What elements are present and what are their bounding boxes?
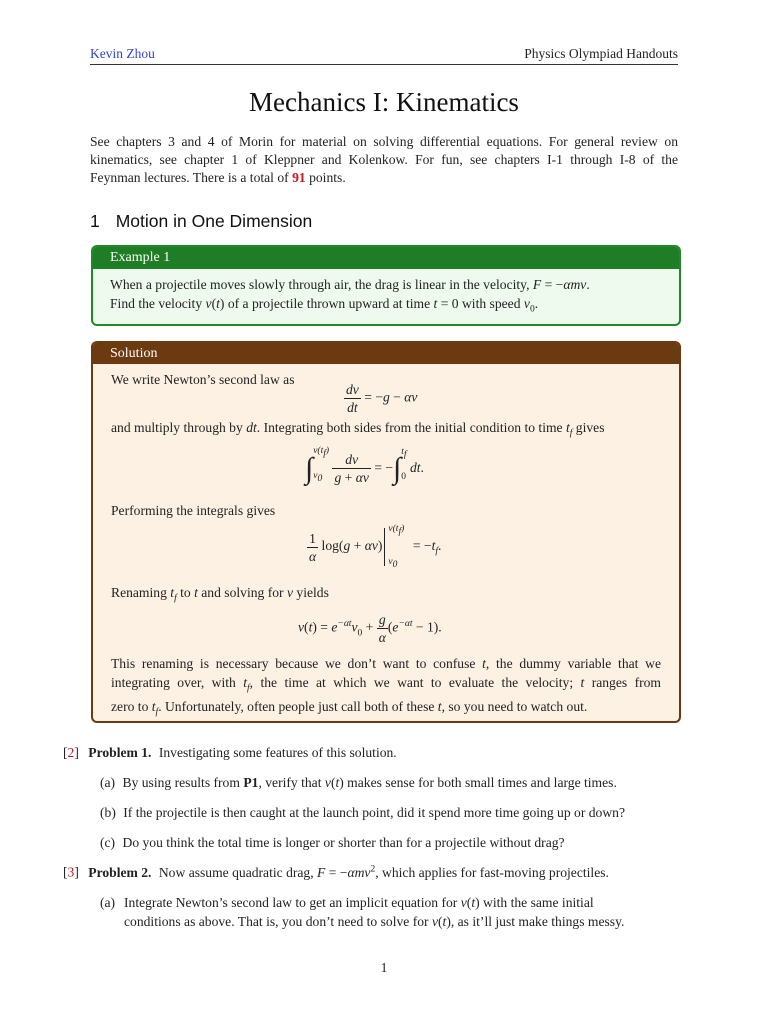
problem-label: Problem 1. xyxy=(88,745,152,760)
example-label: Example 1 xyxy=(93,247,679,269)
solution-text: and multiply through by dt. Integrating both sides from the initial condition to time $t_f$ gives xyxy=(111,420,605,439)
problem-label: Problem 2. xyxy=(88,864,152,880)
part-text: Do you think the total time is longer or shorter than for a projectile without drag? xyxy=(122,835,565,850)
intro-text: Feynman lectures. There is a total of xyxy=(90,170,293,186)
solution-text: Renaming $t_f$ to t and solving for v yields xyxy=(111,585,329,604)
problem-points: [3] xyxy=(63,864,79,880)
example-box xyxy=(91,245,681,326)
equation-velocity: $v(t) = e^{-\alpha t}v_0$ + $\frac{g}{\alpha}$ $(e^{-\alpha t} - 1)$. xyxy=(298,612,442,645)
course-title: Physics Olympiad Handouts xyxy=(524,46,678,61)
solution-text: We write Newton’s second law as xyxy=(111,372,295,387)
example-line: When a projectile moves slowly through air, the drag is linear in the velocity, F = −αmv. xyxy=(110,277,590,292)
part-tag: (a) xyxy=(100,895,116,910)
part-tag: (b) xyxy=(100,805,116,820)
section-title: Motion in One Dimension xyxy=(115,211,313,231)
equation-integral: ∫ $v(t_f)$ $v_0$ $\frac{dv}{g + \alpha v}$ = −∫ $t_f$ 0 dt. xyxy=(305,446,424,486)
intro-text: points. xyxy=(305,170,346,186)
example-body xyxy=(93,269,679,320)
problem-2: [3] Problem 2. Now assume quadratic drag, F = −αmv$^2$, which applies for fast-moving projectiles. xyxy=(63,864,609,880)
author-name: Kevin Zhou xyxy=(90,46,155,61)
part-text: If the projectile is then caught at the launch point, did it spend more time going up or down? xyxy=(123,805,625,820)
page-number: 1 xyxy=(380,960,388,975)
solution-closing-paragraph: This renaming is necessary because we don’t want to confuse t, the dummy variable that we integrating over, with $t_f$, the time at which we want to evaluate the velocity; t ranges from zero to $t_f$. Unfortunately, often people just call both of these t, so you need to watch out. xyxy=(111,656,661,718)
total-points: 91 xyxy=(292,170,306,186)
equation-newton: $\frac{dv}{dt}$ = −g − αv xyxy=(346,382,418,415)
intro-paragraph xyxy=(90,133,678,188)
solution-box xyxy=(91,341,681,723)
problem-points: [2] xyxy=(63,745,79,760)
intro-line xyxy=(90,169,678,187)
section-number: 1 xyxy=(90,211,100,231)
problem-text: Investigating some features of this solution. xyxy=(158,745,397,760)
part-tag: (c) xyxy=(100,835,116,850)
section-heading xyxy=(90,211,312,232)
solution-text: Performing the integrals gives xyxy=(111,503,276,518)
example-line: Find the velocity v(t) of a projectile thrown upward at time t = 0 with speed $v_0$. xyxy=(110,296,539,315)
part-tag: (a) xyxy=(100,775,116,790)
equation-log: $\frac{1}{\alpha}$ log(g + αv) $v(t_f)$ $v_0$ = $-t_f$. xyxy=(309,524,442,570)
problem-1-part-c xyxy=(100,835,565,851)
intro-line: kinematics, see chapter 1 of Kleppner and Kolenkow. For fun, see chapters I-1 through I-8 of the xyxy=(90,152,678,168)
running-header xyxy=(90,44,678,65)
page-title: Mechanics I: Kinematics xyxy=(249,87,519,117)
ref-p1: P1 xyxy=(243,775,259,790)
intro-line: See chapters 3 and 4 of Morin for material on solving differential equations. For general review on xyxy=(90,134,678,149)
problem-1-part-b xyxy=(100,805,625,821)
problem-1 xyxy=(63,745,397,761)
problem-1-part-a: (a) By using results from P1, verify that v(t) makes sense for both small times and large times. xyxy=(100,775,617,790)
solution-label: Solution xyxy=(93,343,679,364)
problem-2-part-a: (a) Integrate Newton’s second law to get an implicit equation for v(t) with the same initial conditions as above. That is, you don’t need to solve for v(t), as it’ll just make things messy. xyxy=(100,895,625,929)
